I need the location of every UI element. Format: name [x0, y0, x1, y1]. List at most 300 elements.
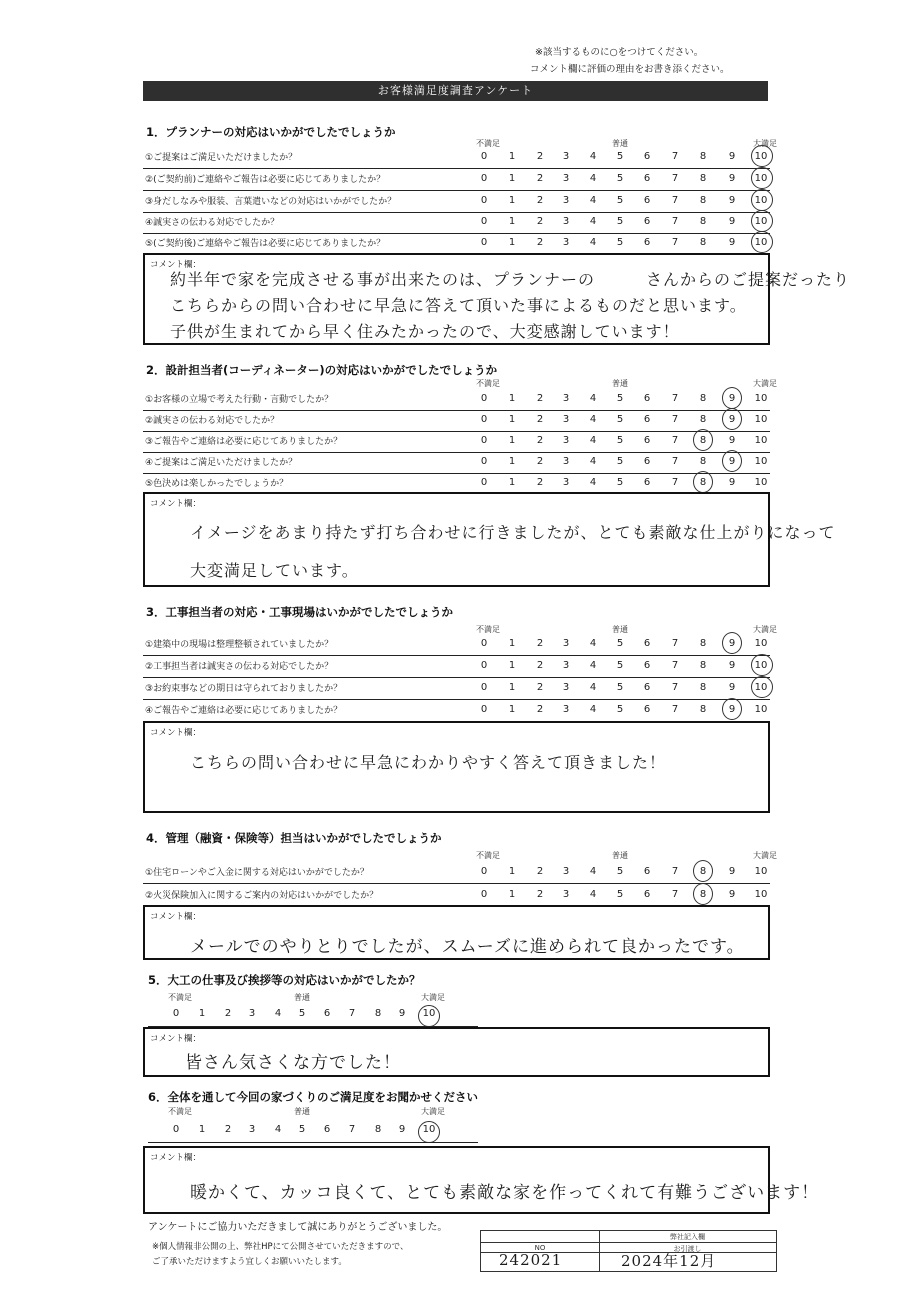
selected-rating-circle — [693, 860, 713, 882]
rating-option-5[interactable]: 5 — [616, 638, 624, 649]
rating-option-5[interactable]: 5 — [616, 456, 624, 467]
scale-label-mid: 普通 — [612, 851, 628, 860]
rating-option-0[interactable]: 0 — [480, 866, 488, 877]
question-row — [143, 432, 770, 453]
rating-option-2[interactable]: 2 — [536, 237, 544, 248]
question-text: ④誠実さの伝わる対応でしたか？ — [145, 218, 280, 228]
selected-rating-circle — [751, 145, 773, 167]
rating-option-2[interactable]: 2 — [224, 1008, 232, 1019]
rating-option-7[interactable]: 7 — [348, 1008, 356, 1019]
question-text: ④ご報告やご連絡は必要に応じてありましたか？ — [145, 706, 343, 716]
rating-option-3[interactable]: 3 — [562, 151, 570, 162]
rating-option-10[interactable]: 10 — [754, 682, 768, 693]
rating-option-8[interactable]: 8 — [699, 435, 707, 446]
question-row — [143, 390, 770, 411]
scale-label-low: 不満足 — [168, 993, 192, 1002]
scale-label-low: 不満足 — [476, 379, 500, 388]
rating-option-10[interactable]: 10 — [754, 660, 768, 671]
rating-option-9[interactable]: 9 — [728, 173, 736, 184]
question-text: ①ご提案はご満足いただけましたか？ — [145, 153, 298, 163]
rating-option-5[interactable]: 5 — [616, 237, 624, 248]
rating-option-2[interactable]: 2 — [536, 704, 544, 715]
privacy-note-2: ご了承いただけますよう宜しくお願いいたします。 — [152, 1257, 347, 1267]
instruction-note-2: コメント欄に評価の理由をお書き添ください。 — [530, 64, 730, 75]
rating-option-6[interactable]: 6 — [643, 704, 651, 715]
rating-option-3[interactable]: 3 — [562, 704, 570, 715]
rating-option-0[interactable]: 0 — [480, 173, 488, 184]
rating-option-5[interactable]: 5 — [298, 1008, 306, 1019]
rating-option-9[interactable]: 9 — [728, 216, 736, 227]
rating-option-7[interactable]: 7 — [671, 660, 679, 671]
rating-option-1[interactable]: 1 — [508, 638, 516, 649]
rating-option-7[interactable]: 7 — [671, 237, 679, 248]
question-text: ②火災保険加入に関するご案内の対応はいかがでしたか？ — [145, 891, 379, 901]
rating-option-0[interactable]: 0 — [480, 682, 488, 693]
rating-option-8[interactable]: 8 — [699, 414, 707, 425]
rating-option-9[interactable]: 9 — [728, 704, 736, 715]
rating-option-6[interactable]: 6 — [643, 638, 651, 649]
rating-option-4[interactable]: 4 — [589, 173, 597, 184]
question-text: ②(ご契約前)ご連絡やご報告は必要に応じてありましたか？ — [145, 175, 386, 185]
comment-label: コメント欄： — [150, 912, 202, 922]
rating-underline — [148, 1142, 478, 1143]
question-text: ③お約束事などの期日は守られておりましたか？ — [145, 684, 343, 694]
scale-label-low: 不満足 — [476, 851, 500, 860]
comment-label: コメント欄： — [150, 1034, 202, 1044]
rating-option-4[interactable]: 4 — [589, 216, 597, 227]
no-value: 242021 — [499, 1251, 563, 1269]
rating-option-9[interactable]: 9 — [728, 682, 736, 693]
rating-option-8[interactable]: 8 — [699, 195, 707, 206]
rating-option-1[interactable]: 1 — [508, 173, 516, 184]
rating-option-7[interactable]: 7 — [671, 435, 679, 446]
rating-option-4[interactable]: 4 — [274, 1008, 282, 1019]
rating-option-6[interactable]: 6 — [323, 1008, 331, 1019]
rating-option-4[interactable]: 4 — [589, 414, 597, 425]
section-6-title: 6．全体を通して今回の家づくりのご満足度をお聞かせください — [148, 1090, 478, 1104]
rating-option-4[interactable]: 4 — [589, 195, 597, 206]
rating-option-10[interactable]: 10 — [754, 889, 768, 900]
question-row — [143, 886, 770, 907]
rating-option-4[interactable]: 4 — [589, 435, 597, 446]
rating-option-4[interactable]: 4 — [589, 151, 597, 162]
rating-option-0[interactable]: 0 — [480, 414, 488, 425]
rating-option-4[interactable]: 4 — [589, 889, 597, 900]
privacy-note-1: ※個人情報非公開の上、弊社HPにて公開させていただきますので、 — [152, 1242, 409, 1252]
rating-option-2[interactable]: 2 — [536, 456, 544, 467]
rating-option-1[interactable]: 1 — [198, 1008, 206, 1019]
question-row — [143, 192, 770, 213]
section-4-title: 4．管理（融資・保険等）担当はいかがでしたでしょうか — [146, 831, 442, 845]
rating-option-6[interactable]: 6 — [643, 151, 651, 162]
rating-option-9[interactable]: 9 — [728, 435, 736, 446]
question-text: ⑤(ご契約後)ご連絡やご報告は必要に応じてありましたか？ — [145, 239, 386, 249]
rating-option-1[interactable]: 1 — [508, 435, 516, 446]
rating-option-0[interactable]: 0 — [172, 1124, 180, 1135]
rating-option-7[interactable]: 7 — [671, 682, 679, 693]
selected-rating-circle — [722, 387, 742, 409]
selected-rating-circle — [751, 167, 773, 189]
rating-option-7[interactable]: 7 — [671, 216, 679, 227]
rating-option-5[interactable]: 5 — [616, 477, 624, 488]
rating-option-6[interactable]: 6 — [643, 216, 651, 227]
rating-option-2[interactable]: 2 — [536, 151, 544, 162]
rating-option-5[interactable]: 5 — [616, 173, 624, 184]
rating-option-5[interactable]: 5 — [616, 660, 624, 671]
rating-option-1[interactable]: 1 — [508, 682, 516, 693]
question-text: ①住宅ローンやご入金に関する対応はいかがでしたか？ — [145, 868, 369, 878]
rating-option-1[interactable]: 1 — [508, 704, 516, 715]
rating-option-1[interactable]: 1 — [508, 195, 516, 206]
question-text: ②工事担当者は誠実さの伝わる対応でしたか？ — [145, 662, 334, 672]
rating-option-0[interactable]: 0 — [480, 393, 488, 404]
rating-option-10[interactable]: 10 — [754, 414, 768, 425]
rating-option-9[interactable]: 9 — [728, 393, 736, 404]
selected-rating-circle — [722, 408, 742, 430]
rating-option-8[interactable]: 8 — [699, 477, 707, 488]
handwritten-comment: イメージをあまり持たず打ち合わせに行きましたが、とても素敵な仕上がりになって — [190, 523, 836, 542]
question-row — [143, 234, 770, 255]
comment-box — [143, 492, 836, 587]
comment-box — [143, 721, 770, 813]
rating-option-0[interactable]: 0 — [480, 195, 488, 206]
rating-option-8[interactable]: 8 — [699, 704, 707, 715]
handwritten-comment: こちらからの問い合わせに早急に答えて頂いた事によるものだと思います。 — [170, 296, 747, 315]
question-row — [143, 863, 770, 884]
comment-label: コメント欄： — [150, 260, 202, 270]
rating-option-1[interactable]: 1 — [508, 237, 516, 248]
rating-option-2[interactable]: 2 — [536, 173, 544, 184]
rating-option-9[interactable]: 9 — [728, 195, 736, 206]
rating-option-5[interactable]: 5 — [298, 1124, 306, 1135]
rating-option-7[interactable]: 7 — [671, 704, 679, 715]
rating-option-9[interactable]: 9 — [728, 660, 736, 671]
handwritten-comment: 皆さん気さくな方でした！ — [185, 1053, 401, 1073]
rating-option-6[interactable]: 6 — [643, 414, 651, 425]
rating-option-1[interactable]: 1 — [508, 866, 516, 877]
rating-option-6[interactable]: 6 — [643, 173, 651, 184]
rating-option-3[interactable]: 3 — [562, 393, 570, 404]
rating-option-7[interactable]: 7 — [671, 393, 679, 404]
question-row — [143, 213, 770, 234]
handwritten-comment: こちらの問い合わせに早急にわかりやすく答えて頂きました！ — [190, 753, 667, 772]
section-5-title: 5．大工の仕事及び挨拶等の対応はいかがでしたか？ — [148, 973, 421, 987]
rating-option-0[interactable]: 0 — [480, 456, 488, 467]
rating-option-8[interactable]: 8 — [699, 456, 707, 467]
scale-label-high: 大満足 — [753, 851, 777, 860]
rating-option-2[interactable]: 2 — [536, 435, 544, 446]
rating-option-0[interactable]: 0 — [480, 216, 488, 227]
rating-option-9[interactable]: 9 — [728, 889, 736, 900]
rating-option-3[interactable]: 3 — [562, 435, 570, 446]
selected-rating-circle — [751, 676, 773, 698]
rating-option-9[interactable]: 9 — [728, 237, 736, 248]
scale-label-mid: 普通 — [612, 625, 628, 634]
rating-option-10[interactable]: 10 — [754, 173, 768, 184]
rating-option-6[interactable]: 6 — [643, 889, 651, 900]
scale-label-high: 大満足 — [421, 993, 445, 1002]
no-label: NO — [534, 1244, 546, 1252]
rating-option-8[interactable]: 8 — [699, 638, 707, 649]
handwritten-comment: メールでのやりとりでしたが、スムーズに進められて良かったです。 — [190, 937, 745, 957]
rating-option-2[interactable]: 2 — [536, 638, 544, 649]
rating-option-10[interactable]: 10 — [754, 237, 768, 248]
rating-option-8[interactable]: 8 — [699, 866, 707, 877]
staff-entry-label: 弊社記入欄 — [670, 1233, 705, 1241]
handwritten-comment: 約半年で家を完成させる事が出来たのは、プランナーの さんからのご提案だったり — [170, 270, 851, 289]
rating-option-0[interactable]: 0 — [480, 704, 488, 715]
rating-option-6[interactable]: 6 — [643, 237, 651, 248]
rating-option-8[interactable]: 8 — [699, 889, 707, 900]
comment-box — [143, 253, 851, 345]
scale-label-mid: 普通 — [294, 993, 310, 1002]
rating-option-8[interactable]: 8 — [699, 237, 707, 248]
question-row — [143, 701, 770, 722]
rating-option-10[interactable]: 10 — [754, 195, 768, 206]
rating-option-1[interactable]: 1 — [198, 1124, 206, 1135]
scale-label-low: 不満足 — [476, 139, 500, 148]
rating-option-7[interactable]: 7 — [671, 151, 679, 162]
rating-option-6[interactable]: 6 — [643, 435, 651, 446]
rating-option-2[interactable]: 2 — [536, 393, 544, 404]
rating-option-10[interactable]: 10 — [422, 1124, 436, 1135]
rating-option-7[interactable]: 7 — [671, 477, 679, 488]
rating-option-4[interactable]: 4 — [589, 477, 597, 488]
rating-option-9[interactable]: 9 — [398, 1008, 406, 1019]
comment-label: コメント欄： — [150, 1153, 202, 1163]
rating-option-9[interactable]: 9 — [728, 151, 736, 162]
rating-option-1[interactable]: 1 — [508, 889, 516, 900]
rating-option-4[interactable]: 4 — [589, 638, 597, 649]
rating-option-10[interactable]: 10 — [754, 477, 768, 488]
rating-option-5[interactable]: 5 — [616, 704, 624, 715]
instruction-note-1: ※該当するものに○をつけてください。 — [535, 47, 704, 58]
rating-option-6[interactable]: 6 — [643, 393, 651, 404]
selected-rating-circle — [751, 189, 773, 211]
scale-label-high: 大満足 — [421, 1107, 445, 1116]
scale-label-high: 大満足 — [753, 625, 777, 634]
rating-option-0[interactable]: 0 — [480, 237, 488, 248]
selected-rating-circle — [751, 231, 773, 253]
rating-option-10[interactable]: 10 — [754, 393, 768, 404]
rating-option-3[interactable]: 3 — [562, 660, 570, 671]
question-text: ②誠実さの伝わる対応でしたか？ — [145, 416, 280, 426]
rating-option-7[interactable]: 7 — [671, 414, 679, 425]
section-1-title: 1．プランナーの対応はいかがでしたでしょうか — [146, 125, 396, 139]
rating-option-3[interactable]: 3 — [562, 682, 570, 693]
rating-option-3[interactable]: 3 — [562, 173, 570, 184]
rating-option-1[interactable]: 1 — [508, 216, 516, 227]
rating-option-4[interactable]: 4 — [589, 866, 597, 877]
question-row — [143, 657, 770, 678]
rating-option-9[interactable]: 9 — [398, 1124, 406, 1135]
rating-option-10[interactable]: 10 — [754, 704, 768, 715]
rating-option-0[interactable]: 0 — [480, 889, 488, 900]
selected-rating-circle — [751, 210, 773, 232]
rating-option-2[interactable]: 2 — [536, 216, 544, 227]
question-text: ①建築中の現場は整理整頓されていましたか？ — [145, 640, 334, 650]
rating-option-6[interactable]: 6 — [643, 195, 651, 206]
rating-option-4[interactable]: 4 — [589, 660, 597, 671]
rating-option-3[interactable]: 3 — [562, 889, 570, 900]
question-row — [143, 635, 770, 656]
comment-box — [143, 905, 770, 960]
selected-rating-circle — [418, 1121, 440, 1143]
rating-option-10[interactable]: 10 — [754, 638, 768, 649]
rating-option-3[interactable]: 3 — [248, 1124, 256, 1135]
scale-label-mid: 普通 — [612, 139, 628, 148]
section-3-title: 3．工事担当者の対応・工事現場はいかがでしたでしょうか — [146, 605, 453, 619]
question-text: ①お客様の立場で考えた行動・言動でしたか？ — [145, 395, 334, 405]
handwritten-comment: 暖かくて、カッコ良くて、とても素敵な家を作ってくれて有難うございます！ — [190, 1183, 820, 1203]
rating-option-6[interactable]: 6 — [643, 866, 651, 877]
rating-option-7[interactable]: 7 — [671, 866, 679, 877]
staff-entry-table — [480, 1230, 777, 1272]
rating-option-7[interactable]: 7 — [348, 1124, 356, 1135]
rating-option-9[interactable]: 9 — [728, 456, 736, 467]
question-row — [143, 679, 770, 700]
comment-label: コメント欄： — [150, 728, 202, 738]
question-row — [143, 411, 770, 432]
rating-option-1[interactable]: 1 — [508, 660, 516, 671]
rating-option-6[interactable]: 6 — [643, 477, 651, 488]
rating-option-9[interactable]: 9 — [728, 477, 736, 488]
rating-option-9[interactable]: 9 — [728, 866, 736, 877]
rating-option-2[interactable]: 2 — [536, 195, 544, 206]
rating-option-5[interactable]: 5 — [616, 195, 624, 206]
rating-option-2[interactable]: 2 — [224, 1124, 232, 1135]
rating-option-3[interactable]: 3 — [562, 237, 570, 248]
scale-label-mid: 普通 — [612, 379, 628, 388]
scale-label-low: 不満足 — [476, 625, 500, 634]
rating-option-3[interactable]: 3 — [562, 477, 570, 488]
rating-option-8[interactable]: 8 — [699, 660, 707, 671]
rating-option-6[interactable]: 6 — [323, 1124, 331, 1135]
rating-option-9[interactable]: 9 — [728, 638, 736, 649]
rating-option-6[interactable]: 6 — [643, 456, 651, 467]
rating-option-0[interactable]: 0 — [172, 1008, 180, 1019]
rating-option-1[interactable]: 1 — [508, 393, 516, 404]
rating-option-7[interactable]: 7 — [671, 173, 679, 184]
comment-box — [143, 1027, 770, 1077]
rating-option-10[interactable]: 10 — [754, 456, 768, 467]
rating-option-6[interactable]: 6 — [643, 660, 651, 671]
rating-option-5[interactable]: 5 — [616, 414, 624, 425]
comment-label: コメント欄： — [150, 499, 202, 509]
rating-option-7[interactable]: 7 — [671, 638, 679, 649]
rating-option-4[interactable]: 4 — [589, 704, 597, 715]
rating-option-10[interactable]: 10 — [754, 151, 768, 162]
rating-option-0[interactable]: 0 — [480, 660, 488, 671]
rating-option-2[interactable]: 2 — [536, 889, 544, 900]
rating-option-5[interactable]: 5 — [616, 151, 624, 162]
rating-option-8[interactable]: 8 — [699, 393, 707, 404]
scale-label-mid: 普通 — [294, 1107, 310, 1116]
selected-rating-circle — [693, 471, 713, 493]
question-row — [143, 148, 770, 169]
rating-option-0[interactable]: 0 — [480, 477, 488, 488]
rating-option-2[interactable]: 2 — [536, 682, 544, 693]
rating-option-8[interactable]: 8 — [374, 1008, 382, 1019]
rating-option-10[interactable]: 10 — [754, 866, 768, 877]
selected-rating-circle — [722, 698, 742, 720]
rating-option-10[interactable]: 10 — [754, 216, 768, 227]
question-text: ⑤色決めは楽しかったでしょうか？ — [145, 479, 289, 489]
rating-option-5[interactable]: 5 — [616, 889, 624, 900]
rating-option-8[interactable]: 8 — [374, 1124, 382, 1135]
rating-option-4[interactable]: 4 — [274, 1124, 282, 1135]
question-text: ③ご報告やご連絡は必要に応じてありましたか？ — [145, 437, 343, 447]
comment-box — [143, 1146, 820, 1214]
rating-option-2[interactable]: 2 — [536, 414, 544, 425]
rating-option-8[interactable]: 8 — [699, 216, 707, 227]
rating-option-5[interactable]: 5 — [616, 682, 624, 693]
rating-option-7[interactable]: 7 — [671, 889, 679, 900]
rating-option-2[interactable]: 2 — [536, 660, 544, 671]
question-row — [143, 453, 770, 474]
scale-label-high: 大満足 — [753, 379, 777, 388]
rating-option-0[interactable]: 0 — [480, 638, 488, 649]
rating-option-4[interactable]: 4 — [589, 237, 597, 248]
rating-option-4[interactable]: 4 — [589, 456, 597, 467]
rating-option-3[interactable]: 3 — [562, 456, 570, 467]
rating-option-3[interactable]: 3 — [562, 195, 570, 206]
selected-rating-circle — [418, 1005, 440, 1027]
selected-rating-circle — [722, 450, 742, 472]
rating-option-4[interactable]: 4 — [589, 393, 597, 404]
rating-option-2[interactable]: 2 — [536, 866, 544, 877]
rating-option-3[interactable]: 3 — [562, 638, 570, 649]
section-2-title: 2．設計担当者(コーディネーター)の対応はいかがでしたでしょうか — [146, 363, 498, 377]
rating-option-9[interactable]: 9 — [728, 414, 736, 425]
rating-option-7[interactable]: 7 — [671, 195, 679, 206]
rating-option-10[interactable]: 10 — [754, 435, 768, 446]
rating-option-1[interactable]: 1 — [508, 414, 516, 425]
rating-option-4[interactable]: 4 — [589, 682, 597, 693]
rating-option-10[interactable]: 10 — [422, 1008, 436, 1019]
scale-label-high: 大満足 — [753, 139, 777, 148]
handwritten-comment: 大変満足しています。 — [190, 561, 359, 580]
rating-option-8[interactable]: 8 — [699, 173, 707, 184]
rating-option-3[interactable]: 3 — [562, 414, 570, 425]
rating-option-5[interactable]: 5 — [616, 435, 624, 446]
rating-option-3[interactable]: 3 — [562, 216, 570, 227]
rating-option-0[interactable]: 0 — [480, 151, 488, 162]
question-row — [143, 170, 770, 191]
rating-option-8[interactable]: 8 — [699, 151, 707, 162]
rating-option-5[interactable]: 5 — [616, 216, 624, 227]
rating-option-6[interactable]: 6 — [643, 682, 651, 693]
handwritten-comment: 子供が生まれてから早く住みたかったので、大変感謝しています！ — [170, 322, 680, 341]
survey-title: お客様満足度調査アンケート — [143, 81, 768, 101]
selected-rating-circle — [693, 429, 713, 451]
thanks-text: アンケートにご協力いただきまして誠にありがとうございました。 — [148, 1222, 448, 1233]
rating-option-1[interactable]: 1 — [508, 151, 516, 162]
question-text: ③身だしなみや服装、言葉遣いなどの対応はいかがでしたか？ — [145, 197, 397, 207]
rating-option-8[interactable]: 8 — [699, 682, 707, 693]
rating-option-5[interactable]: 5 — [616, 393, 624, 404]
selected-rating-circle — [751, 654, 773, 676]
rating-option-2[interactable]: 2 — [536, 477, 544, 488]
rating-option-7[interactable]: 7 — [671, 456, 679, 467]
selected-rating-circle — [693, 883, 713, 905]
rating-option-5[interactable]: 5 — [616, 866, 624, 877]
rating-option-3[interactable]: 3 — [248, 1008, 256, 1019]
rating-option-1[interactable]: 1 — [508, 456, 516, 467]
rating-option-1[interactable]: 1 — [508, 477, 516, 488]
rating-option-0[interactable]: 0 — [480, 435, 488, 446]
rating-option-3[interactable]: 3 — [562, 866, 570, 877]
